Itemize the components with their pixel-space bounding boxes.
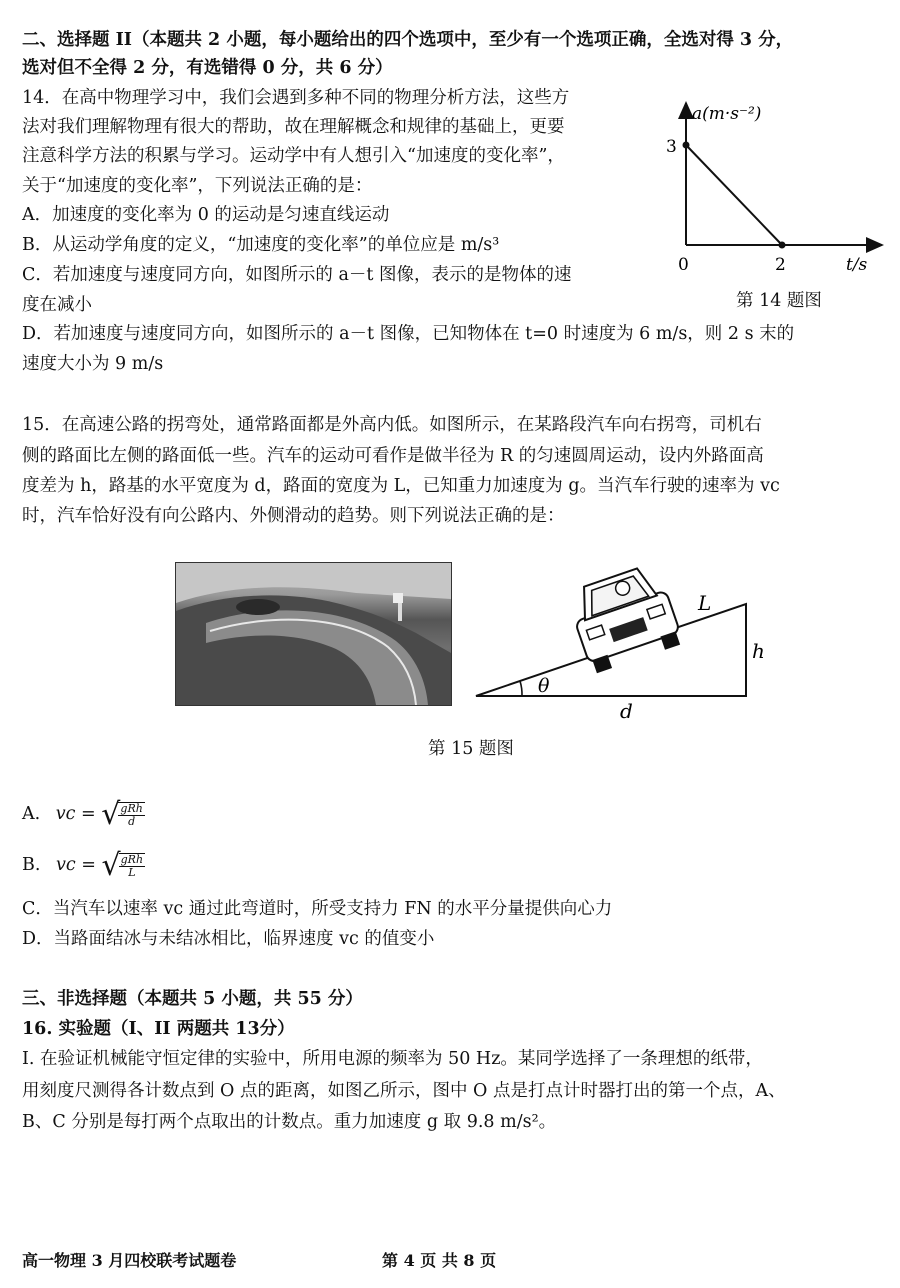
q16-text-line1: I. 在验证机械能守恒定律的实验中，所用电源的频率为 50 Hz。某同学选择了一条理想的纸带， [22,1049,763,1069]
q16-text-line2: 用刻度尺测得各计数点到 O 点的距离，如图乙所示，图中 O 点是打点计时器打出的第一个点，A、 [22,1081,786,1101]
q15-option-a-sqrt-sign: √ [101,796,121,832]
q15-road-photo [175,562,452,706]
q15-option-b-lhs: vc = [56,855,96,875]
q15-stem-line2: 侧的路面比左侧的路面低一些。汽车的运动可看作是做半径为 R 的匀速圆周运动，设内外路面高 [22,446,764,466]
q14-stem-line1: 14．在高中物理学习中，我们会遇到多种不同的物理分析方法，这些方 [22,88,570,108]
q14-graph-point-end [779,242,786,249]
q14-graph-origin: 0 [678,255,689,275]
q15-angle-arc [520,681,522,696]
q15-stem-line4: 时，汽车恰好没有向公路内、外侧滑动的趋势。则下列说法正确的是： [22,506,565,526]
q15-stem-line3: 度差为 h，路基的水平宽度为 d，路面的宽度为 L，已知重力加速度为 g。当汽车行驶的速率为 vc [22,476,780,496]
q14-option-b: B．从运动学角度的定义，“加速度的变化率”的单位应是 m/s³ [22,235,500,255]
q15-label-h: h [752,639,765,663]
q15-label-theta: θ [538,675,550,697]
q14-graph-line [686,145,782,245]
q14-option-c-line2: 度在减小 [22,295,92,315]
q14-stem-line3: 注意科学方法的积累与学习。运动学中有人想引入“加速度的变化率”， [22,146,565,166]
q14-graph-point-start [683,142,690,149]
q15-incline-diagram [470,560,770,725]
q16-text-line3: B、C 分别是每打两个点取出的计数点。重力加速度 g 取 9.8 m/s²。 [22,1112,557,1132]
q14-at-graph [660,95,890,285]
q15-label-d: d [620,699,633,723]
q15-option-a-lhs: vc = [55,804,96,824]
q16-heading: 16. 实验题（I、II 两题共 13分） [22,1019,295,1039]
q15-road-photo-drawing [176,563,451,705]
q15-option-a-denominator: d [128,814,136,828]
q15-option-c: C．当汽车以速率 vc 通过此弯道时，所受支持力 FN 的水平分量提供向心力 [22,899,613,919]
q14-option-a: A．加速度的变化率为 0 的运动是匀速直线运动 [22,205,390,225]
footer-page-number: 第 4 页 共 8 页 [382,1251,497,1270]
section2-heading-line2: 选对但不全得 2 分，有选错得 0 分，共 6 分） [22,58,393,78]
q14-stem-line4: 关于“加速度的变化率”，下列说法正确的是： [22,176,373,196]
q15-label-L: L [698,591,712,615]
q14-graph-y-tick: 3 [666,137,677,157]
q15-car-icon [565,562,684,675]
section3-heading: 三、非选择题（本题共 5 小题，共 55 分） [22,989,363,1009]
q15-option-a-numerator: gRh [120,801,143,815]
q14-graph-x-label: t/s [846,255,868,275]
q15-option-b [22,843,145,887]
q14-option-c-line1: C．若加速度与速度同方向，如图所示的 a－t 图像，表示的是物体的速 [22,265,572,285]
section2-heading-line1: 二、选择题 II（本题共 2 小题，每小题给出的四个选项中，至少有一个选项正确，全选对得 3 分， [22,30,794,50]
q15-option-a-prefix: A. [22,804,41,824]
q15-option-b-prefix: B. [22,855,41,875]
q14-figure-caption: 第 14 题图 [736,291,822,311]
q14-option-d-line2: 速度大小为 9 m/s [22,354,164,374]
q15-option-d: D．当路面结冰与未结冰相比，临界速度 vc 的值变小 [22,929,435,949]
footer-exam-title: 高一物理 3 月四校联考试题卷 [22,1251,237,1270]
q15-stem-line1: 15．在高速公路的拐弯处，通常路面都是外高内低。如图所示，在某路段汽车向右拐弯，司机右 [22,415,762,435]
q15-option-b-denominator: L [128,865,136,879]
q15-option-b-sqrt-sign: √ [101,847,121,883]
q15-figure-caption: 第 15 题图 [428,739,514,759]
q15-option-a [22,792,145,836]
q15-option-a-fraction [118,802,144,828]
q15-option-b-fraction [119,853,145,879]
q14-option-d-line1: D．若加速度与速度同方向，如图所示的 a－t 图像，已知物体在 t=0 时速度为 6 m/s，则 2 s 末的 [22,324,795,344]
q14-graph-x-tick: 2 [775,255,786,275]
q14-stem-line2: 法对我们理解物理有很大的帮助，故在理解概念和规律的基础上，更要 [22,117,565,137]
q14-graph-y-label: a(m·s⁻²) [692,104,762,124]
q15-option-b-numerator: gRh [120,852,144,866]
